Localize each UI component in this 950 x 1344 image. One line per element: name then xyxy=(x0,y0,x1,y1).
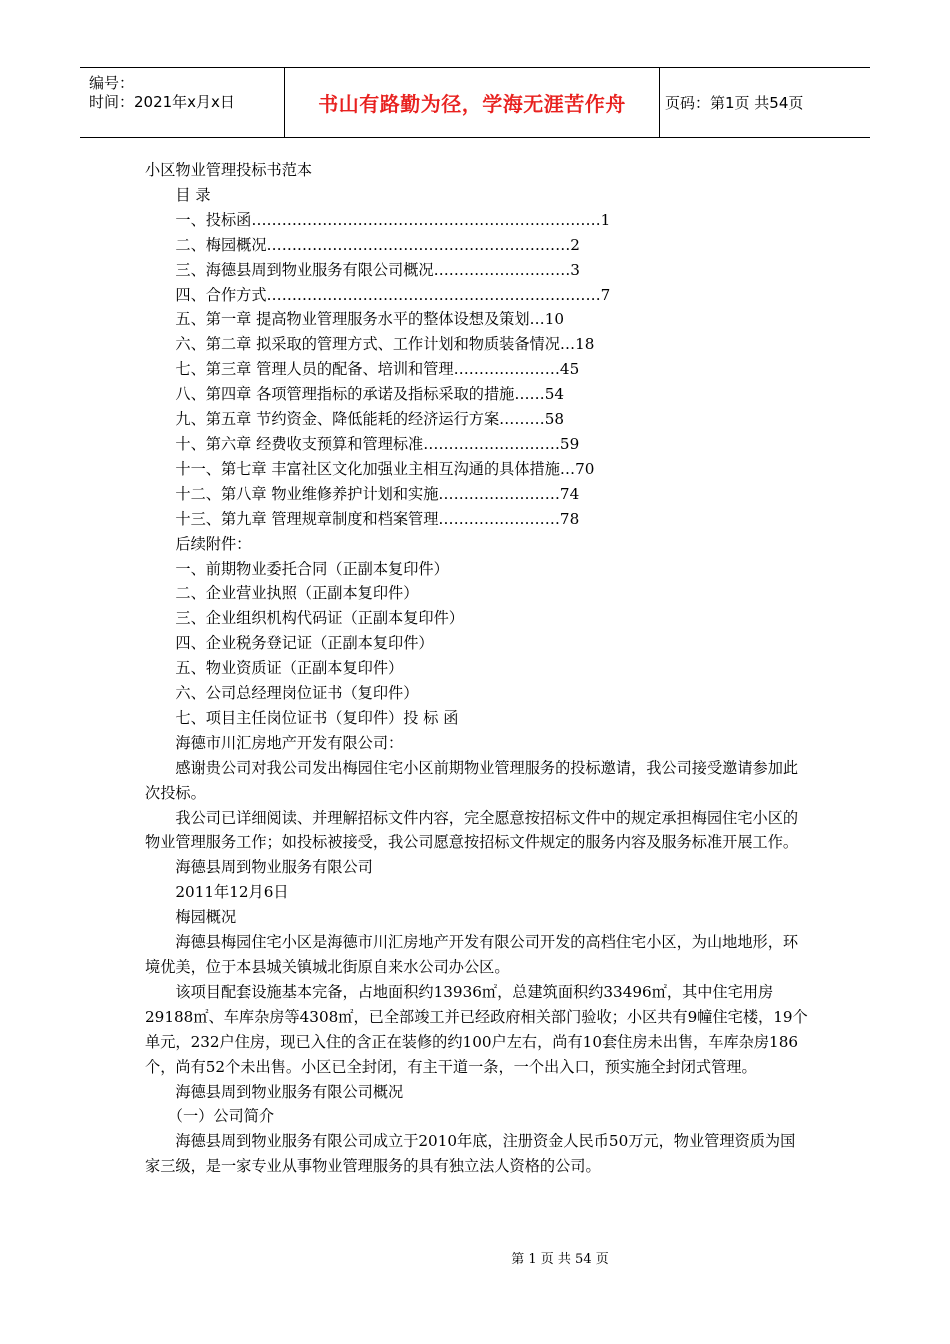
body-paragraph: 十、第六章 经费收支预算和管理标准………………………59 xyxy=(175,434,580,453)
body-paragraph: 八、第四章 各项管理指标的承诺及指标采取的措施……54 xyxy=(175,385,565,404)
body-paragraph: 二、梅园概况……………………………………………………2 xyxy=(175,235,580,254)
header-page-info: 页码：第1页 共54页 xyxy=(665,94,804,112)
body-paragraph: 该项目配套设施基本完备，占地面积约13936㎡，总建筑面积约33496㎡，其中住宅用房29188㎡、车库杂房等4308㎡，已全部竣工并已经政府相关部门验收；小区共有9幢住宅楼，19个单元，232户住房，现已入住的含正在装修的约100户左右，尚有10套住房未出售，车库杂房186个，尚有52个未出售。小区已全封闭，有主干道一条，一个出入口，预实施全封闭式管理。 xyxy=(145,982,808,1076)
body-paragraph: 三、企业组织机构代码证（正副本复印件） xyxy=(175,609,464,628)
footer-page-number: 第 1 页 共 54 页 xyxy=(511,1252,609,1267)
document-header xyxy=(80,67,870,138)
body-paragraph: 2011年12月6日 xyxy=(175,883,289,902)
page-footer xyxy=(0,1248,950,1267)
body-paragraph: 海德县周到物业服务有限公司成立于2010年底，注册资金人民币50万元，物业管理资质为国家三级，是一家专业从事物业管理服务的具有独立法人资格的公司。 xyxy=(145,1132,796,1176)
body-paragraph: 小区物业管理投标书范本 xyxy=(145,161,313,179)
body-paragraph: 七、第三章 管理人员的配备、培训和管理…………………45 xyxy=(175,360,580,379)
body-paragraph: 四、企业税务登记证（正副本复印件） xyxy=(175,634,434,653)
document-body xyxy=(145,158,810,1179)
body-paragraph: 海德县周到物业服务有限公司概况 xyxy=(175,1082,404,1101)
body-paragraph: 五、物业资质证（正副本复印件） xyxy=(175,659,404,678)
header-motto-cell xyxy=(284,68,660,137)
body-paragraph: 后续附件： xyxy=(175,534,252,553)
body-paragraph: 我公司已详细阅读、并理解招标文件内容，完全愿意按招标文件中的规定承担梅园住宅小区的物业管理服务工作；如投标被接受，我公司愿意按招标文件规定的服务内容及服务标准开展工作。 xyxy=(145,808,799,852)
header-info-cell xyxy=(80,68,284,137)
body-paragraph: 一、投标函……………………………………………………………1 xyxy=(175,210,611,229)
body-paragraph: 三、海德县周到物业服务有限公司概况………………………3 xyxy=(175,260,580,279)
body-paragraph: 十二、第八章 物业维修养护计划和实施……………………74 xyxy=(175,484,580,503)
body-paragraph: 七、项目主任岗位证书（复印件）投 标 函 xyxy=(175,708,459,727)
body-paragraph: 九、第五章 节约资金、降低能耗的经济运行方案………58 xyxy=(175,410,565,429)
body-paragraph: 六、第二章 拟采取的管理方式、工作计划和物质装备情况…18 xyxy=(175,335,595,354)
body-paragraph: 感谢贵公司对我公司发出梅园住宅小区前期物业管理服务的投标邀请，我公司接受邀请参加此次投标。 xyxy=(145,758,799,802)
body-paragraph: 海德县梅园住宅小区是海德市川汇房地产开发有限公司开发的高档住宅小区，为山地地形，环境优美，位于本县城关镇城北街原自来水公司办公区。 xyxy=(145,933,799,976)
body-paragraph: 目 录 xyxy=(175,185,211,204)
body-paragraph: 十一、第七章 丰富社区文化加强业主相互沟通的具体措施…70 xyxy=(175,459,595,478)
body-paragraph: 十三、第九章 管理规章制度和档案管理……………………78 xyxy=(175,509,580,528)
body-paragraph: 海德县周到物业服务有限公司 xyxy=(175,858,373,877)
body-paragraph: （一）公司简介 xyxy=(167,1107,275,1126)
body-paragraph: 二、企业营业执照（正副本复印件） xyxy=(175,584,419,603)
body-paragraph: 六、公司总经理岗位证书（复印件） xyxy=(175,684,419,703)
header-number-label: 编号： xyxy=(89,74,135,92)
body-paragraph: 一、前期物业委托合同（正副本复印件） xyxy=(175,559,449,578)
header-date-label: 时间：2021年x月x日 xyxy=(89,93,235,111)
header-motto: 书山有路勤为径，学海无涯苦作舟 xyxy=(318,92,626,116)
body-paragraph: 四、合作方式…………………………………………………………7 xyxy=(175,285,611,304)
body-paragraph: 梅园概况 xyxy=(175,908,237,927)
body-paragraph: 海德市川汇房地产开发有限公司： xyxy=(175,733,404,752)
body-paragraph: 五、第一章 提高物业管理服务水平的整体设想及策划…10 xyxy=(175,310,565,329)
header-page-cell xyxy=(663,68,870,137)
